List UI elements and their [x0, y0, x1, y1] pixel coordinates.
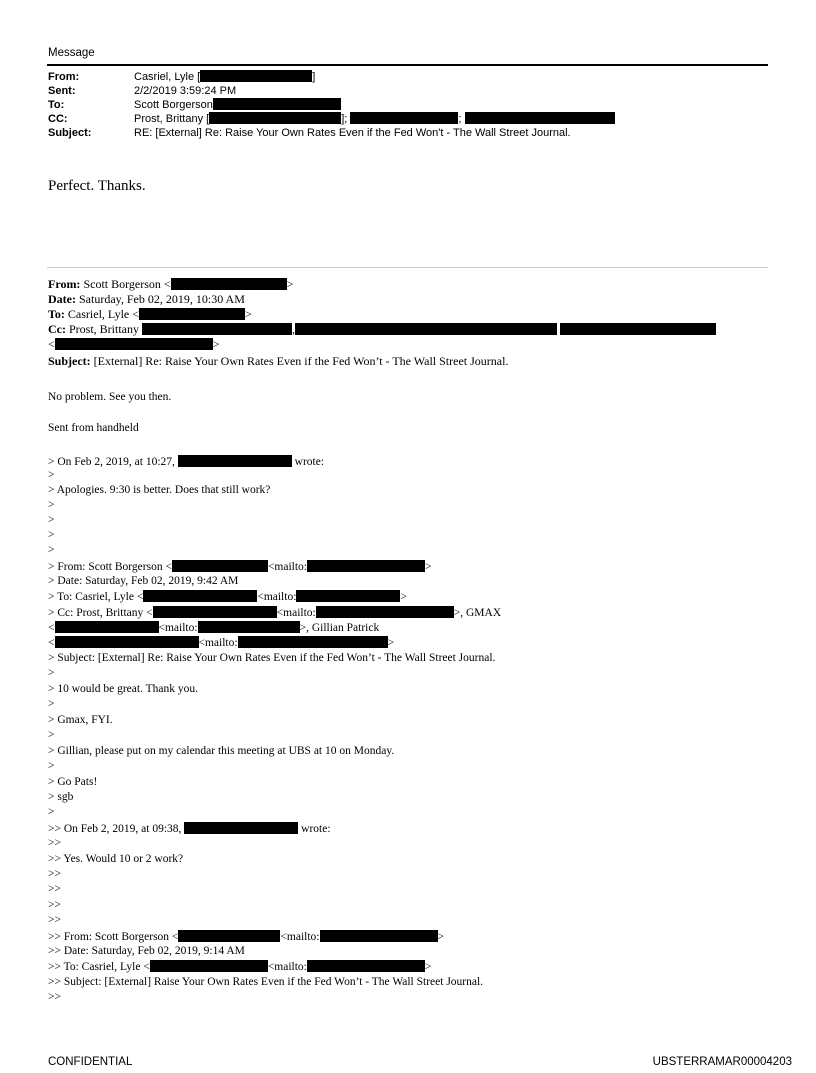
- fwd-cc-continued: < >: [48, 337, 220, 351]
- fwd-cc-label: Cc:: [48, 322, 66, 336]
- quote2-line: >>: [48, 868, 61, 880]
- reply-text: No problem. See you then.: [48, 391, 172, 403]
- redaction: [184, 822, 298, 834]
- redaction: [465, 112, 615, 124]
- quote-line: >: [48, 806, 55, 818]
- redaction: [172, 560, 268, 572]
- quote1-sgb: > sgb: [48, 791, 74, 803]
- quote2-line: >>: [48, 837, 61, 849]
- quote1-date: > Date: Saturday, Feb 02, 2019, 9:42 AM: [48, 575, 239, 587]
- sent-label: Sent:: [48, 85, 76, 97]
- redaction: [198, 621, 300, 633]
- redaction: [143, 590, 257, 602]
- redaction: [307, 560, 425, 572]
- quote-line: >: [48, 469, 55, 481]
- redaction: [238, 636, 388, 648]
- quote1-cc-continued-2: < <mailto: >: [48, 637, 395, 649]
- quote2-line: >>: [48, 899, 61, 911]
- redaction: [150, 960, 268, 972]
- quote1-go-pats: > Go Pats!: [48, 776, 98, 788]
- redaction: [350, 112, 458, 124]
- redaction: [213, 98, 341, 110]
- quote-line: >: [48, 529, 55, 541]
- redaction: [295, 323, 557, 335]
- quote-line: >: [48, 729, 55, 741]
- fwd-from-value: Scott Borgerson <: [83, 277, 171, 291]
- fwd-to-label: To:: [48, 307, 65, 321]
- redaction: [316, 606, 454, 618]
- redaction: [55, 338, 213, 350]
- to-label: To:: [48, 99, 65, 111]
- footer-bates-number: UBSTERRAMAR00004203: [652, 1056, 792, 1068]
- quote2-line: >>: [48, 991, 61, 1003]
- quote2-to: >> To: Casriel, Lyle < <mailto: >: [48, 961, 432, 973]
- footer-confidential: CONFIDENTIAL: [48, 1056, 133, 1068]
- quote2-on-line: >> On Feb 2, 2019, at 09:38, wrote:: [48, 823, 331, 835]
- subject-label: Subject:: [48, 127, 92, 139]
- fwd-cc-value: Prost, Brittany: [69, 322, 140, 336]
- quote1-apologies: > Apologies. 9:30 is better. Does that still work?: [48, 484, 271, 496]
- fwd-subject-value: [External] Re: Raise Your Own Rates Even if the Fed Won’t - The Wall Street Journal.: [93, 354, 509, 368]
- quote2-from: >> From: Scott Borgerson < <mailto: >: [48, 931, 444, 943]
- fwd-from-row: From: Scott Borgerson < >: [48, 277, 294, 291]
- opening-message: Perfect. Thanks.: [48, 178, 146, 194]
- cc-value: Prost, Brittany [ ]; ;: [134, 112, 615, 126]
- from-value: Casriel, Lyle [ ]: [134, 71, 316, 83]
- from-label: From:: [48, 71, 80, 83]
- message-label: Message: [48, 47, 95, 59]
- fwd-cc-row: Cc: Prost, Brittany ,: [48, 322, 716, 336]
- quote-line: >: [48, 514, 55, 526]
- fwd-date-value: Saturday, Feb 02, 2019, 10:30 AM: [78, 292, 245, 306]
- redaction: [209, 112, 341, 124]
- quote2-line: >>: [48, 914, 61, 926]
- quote-line: >: [48, 667, 55, 679]
- quote1-subject: > Subject: [External] Re: Raise Your Own Rates Even if the Fed Won’t - The Wall Street Journal.: [48, 652, 496, 664]
- redaction: [153, 606, 277, 618]
- header-rule: [47, 64, 768, 66]
- quote1-on-line: > On Feb 2, 2019, at 10:27, wrote:: [48, 456, 325, 468]
- redaction: [55, 621, 159, 633]
- redaction: [307, 960, 425, 972]
- quote-line: >: [48, 544, 55, 556]
- quote1-cc-continued: < <mailto: >, Gillian Patrick: [48, 622, 380, 634]
- redaction: [139, 308, 245, 320]
- fwd-subject-row: [48, 354, 508, 368]
- quote1-10-great: > 10 would be great. Thank you.: [48, 683, 198, 695]
- fwd-date-label: Date:: [48, 292, 76, 306]
- quote1-to: > To: Casriel, Lyle < <mailto: >: [48, 591, 407, 603]
- redaction: [55, 636, 199, 648]
- redaction: [560, 323, 716, 335]
- quote2-yes: >> Yes. Would 10 or 2 work?: [48, 853, 184, 865]
- fwd-from-label: From:: [48, 277, 81, 291]
- redaction: [296, 590, 400, 602]
- divider: [47, 267, 768, 268]
- signature: Sent from handheld: [48, 422, 139, 434]
- redaction: [171, 278, 287, 290]
- redaction: [320, 930, 438, 942]
- to-value: Scott Borgerson: [134, 98, 341, 112]
- sent-value: 2/2/2019 3:59:24 PM: [134, 85, 237, 97]
- redaction: [178, 455, 292, 467]
- quote2-line: >>: [48, 883, 61, 895]
- quote1-from: > From: Scott Borgerson < <mailto: >: [48, 561, 432, 573]
- cc-label: CC:: [48, 113, 68, 125]
- subject-value: RE: [External] Re: Raise Your Own Rates Even if the Fed Won't - The Wall Street Journal.: [134, 127, 571, 139]
- quote2-date: >> Date: Saturday, Feb 02, 2019, 9:14 AM: [48, 945, 245, 957]
- quote-line: >: [48, 698, 55, 710]
- fwd-to-value: Casriel, Lyle <: [67, 307, 139, 321]
- quote1-cc: > Cc: Prost, Brittany < <mailto: >, GMAX: [48, 607, 502, 619]
- quote2-subject: >> Subject: [External] Raise Your Own Rates Even if the Fed Won’t - The Wall Street Journal.: [48, 976, 484, 988]
- quote-line: >: [48, 499, 55, 511]
- quote-line: >: [48, 760, 55, 772]
- quote1-gillian: > Gillian, please put on my calendar this meeting at UBS at 10 on Monday.: [48, 745, 395, 757]
- quote1-gmax-fyi: > Gmax, FYI.: [48, 714, 113, 726]
- fwd-subject-label: Subject:: [48, 354, 91, 368]
- redaction: [178, 930, 280, 942]
- fwd-date-row: [48, 292, 245, 306]
- fwd-to-row: To: Casriel, Lyle < >: [48, 307, 252, 321]
- redaction: [200, 70, 312, 82]
- redaction: [142, 323, 292, 335]
